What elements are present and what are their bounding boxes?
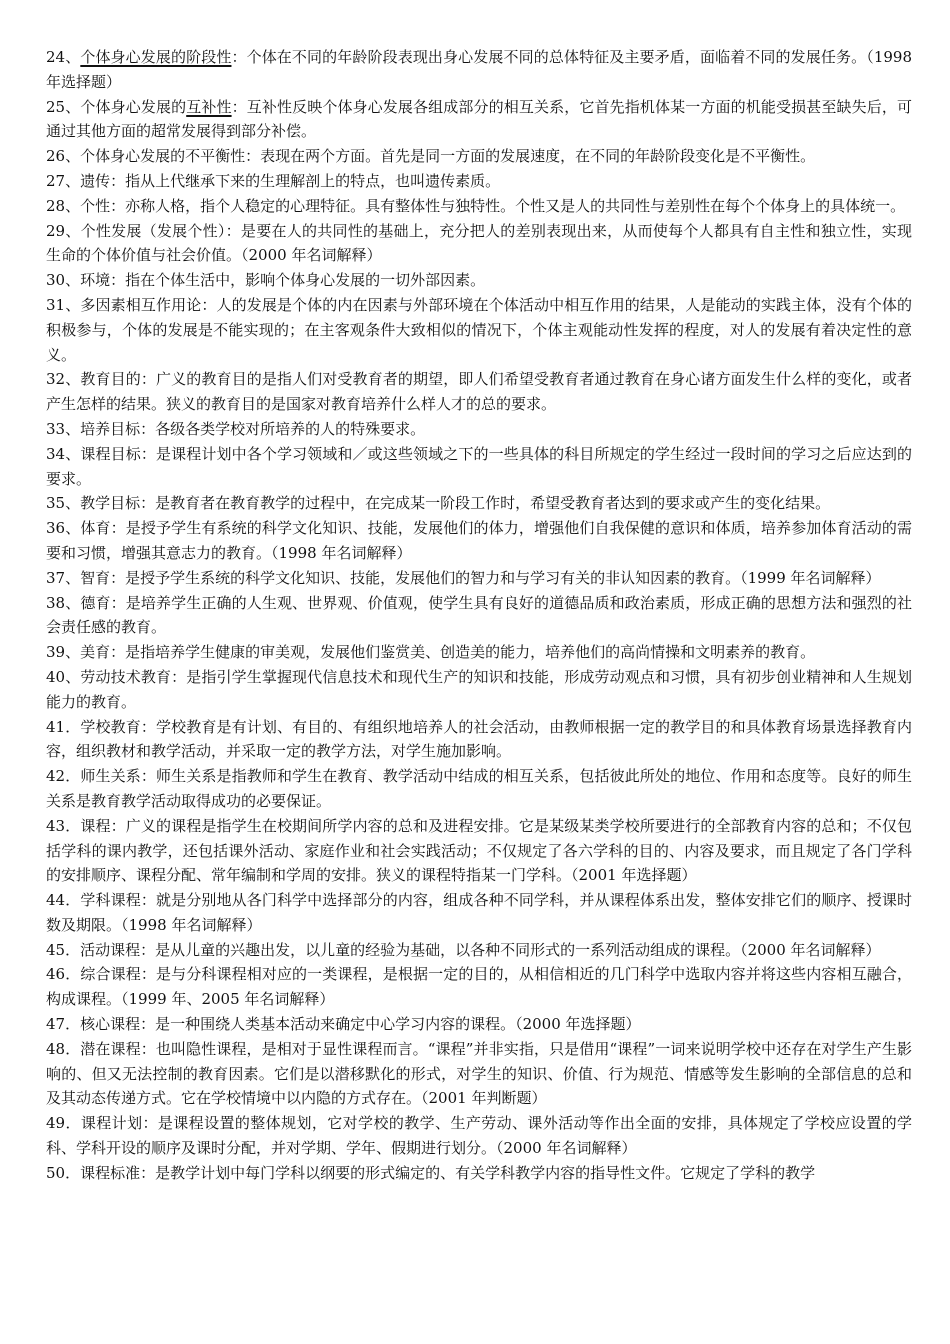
entry-29: 29、个性发展（发展个性）：是要在人的共同性的基础上，充分把人的差别表现出来，从而使每个人都具有自主性和独立性，实现生命的个体价值与社会价值。（2000 年名词解释）	[46, 221, 912, 265]
entry-43: 43．课程：广义的课程是指学生在校期间所学内容的总和及进程安排。它是某级某类学校所要进行的全部教育内容的总和；不仅包括学科的课内教学，还包括课外活动、家庭作业和社会实践活动；不仅规定了各六学科的目的、内容及要求，而且规定了各门学科的安排顺序、课程分配、常年编制和学周的安排。狭义的课程特指某一门学科。（2001 年选择题）	[46, 816, 912, 885]
entry-36: 36、体育：是授予学生有系统的科学文化知识、技能，发展他们的体力，增强他们自我保健的意识和体质，培养参加体育活动的需要和习惯，增强其意志力的教育。（1998 年名词解释）	[46, 519, 912, 562]
entry-25	[46, 95, 912, 145]
entry-41: 41．学校教育：学校教育是有计划、有目的、有组织地培养人的社会活动，由教师根据一定的教学目的和具体教育场景选择教育内容，组织教材和教学活动，并采取一定的教学方法，对学生施加影响。	[46, 717, 912, 761]
underlined-term: 互补性	[186, 97, 232, 116]
entry-28: 28、个性：亦称人格，指个人稳定的心理特征。具有整体性与独特性。个性又是人的共同性与差别性在每个个体身上的具体统一。	[46, 196, 906, 215]
entry-31: 31、多因素相互作用论：人的发展是个体的内在因素与外部环境在个体活动中相互作用的结果，人是能动的实践主体，没有个体的积极参与，个体的发展是不能实现的；在主客观条件大致相似的情况下，个体主观能动性发挥的程度，对人的发展有着决定性的意义。	[46, 295, 912, 364]
entry-number: 24、	[46, 48, 81, 66]
entry-47: 47．核心课程：是一种围绕人类基本活动来确定中心学习内容的课程。（2000 年选择题）	[46, 1015, 641, 1034]
entry-49: 49．课程计划：是课程设置的整体规划，它对学校的教学、生产劳动、课外活动等作出全面的安排，具体规定了学校应设置的学科、学科开设的顺序及课时分配，并对学期、学年、假期进行划分。（2000 年名词解释）	[46, 1114, 912, 1158]
underlined-term: 个体身心发展的阶段性	[80, 48, 232, 66]
entry-32: 32、教育目的：广义的教育目的是指人们对受教育者的期望，即人们希望受教育者通过教育在身心诸方面发生什么样的变化，或者产生怎样的结果。狭义的教育目的是国家对教育培养什么样人才的总的要求。	[46, 370, 912, 414]
entry-42: 42．师生关系：师生关系是指教师和学生在教育、教学活动中结成的相互关系，包括彼此所处的地位、作用和态度等。良好的师生关系是教育教学活动取得成功的必要保证。	[46, 767, 912, 810]
entry-38: 38、德育：是培养学生正确的人生观、世界观、价值观，使学生具有良好的道德品质和政治素质，形成正确的思想方法和强烈的社会责任感的教育。	[46, 593, 912, 637]
entry-40: 40、劳动技术教育：是指引学生掌握现代信息技术和现代生产的知识和技能，形成劳动观点和习惯，具有初步创业精神和人生规划能力的教育。	[46, 667, 912, 711]
entry-number: 25、个体身心发展的	[46, 97, 187, 116]
entry-46: 46．综合课程：是与分科课程相对应的一类课程，是根据一定的目的，从相信相近的几门科学中选取内容并将这些内容相互融合，构成课程。（1999 年、2005 年名词解释）	[46, 965, 912, 1009]
entry-30: 30、环境：指在个体生活中，影响个体身心发展的一切外部因素。	[46, 271, 486, 290]
entry-48: 48．潜在课程：也叫隐性课程，是相对于显性课程而言。“课程”并非实指，只是借用“课程”一词来说明学校中还存在对学生产生影响的、但又无法控制的教育因素。它们是以潜移默化的形式，对学生的知识、价值、行为规范、情感等发生影响的全部信息的总和及其动态传递方式。它在学校情境中以内隐的方式存在。（2001 年判断题）	[46, 1039, 912, 1108]
entry-text: ：个体在不同的年龄阶段表现出身心发展不同的总体特征及主要矛盾，面临着不同的发展任务。（1998 年选择题）	[46, 48, 912, 91]
entry-24	[46, 45, 912, 95]
entry-26: 26、个体身心发展的不平衡性：表现在两个方面。首先是同一方面的发展速度，在不同的年龄阶段变化是不平衡性。	[46, 147, 816, 166]
entry-37: 37、智育：是授予学生系统的科学文化知识、技能，发展他们的智力和与学习有关的非认知因素的教育。（1999 年名词解释）	[46, 568, 881, 587]
entry-text: ：互补性反映个体身心发展各组成部分的相互关系，它首先指机体某一方面的机能受损甚至缺失后，可通过其他方面的超常发展得到部分补偿。	[46, 97, 912, 141]
entry-35: 35、教学目标：是教育者在教育教学的过程中，在完成某一阶段工作时，希望受教育者达到的要求或产生的变化结果。	[46, 494, 831, 513]
entry-34: 34、课程目标：是课程计划中各个学习领域和／或这些领域之下的一些具体的科目所规定的学生经过一段时间的学习之后应达到的要求。	[46, 444, 912, 488]
entry-50: 50．课程标准：是教学计划中每门学科以纲要的形式编定的、有关学科教学内容的指导性文件。它规定了学科的教学	[46, 1163, 816, 1182]
entry-45: 45．活动课程：是从儿童的兴趣出发，以儿童的经验为基础，以各种不同形式的一系列活动组成的课程。（2000 年名词解释）	[46, 940, 881, 959]
entry-39: 39、美育：是指培养学生健康的审美观，发展他们鉴赏美、创造美的能力，培养他们的高尚情操和文明素养的教育。	[46, 643, 816, 662]
entry-33: 33、培养目标：各级各类学校对所培养的人的特殊要求。	[46, 419, 426, 438]
entry-44: 44．学科课程：就是分别地从各门科学中选择部分的内容，组成各种不同学科，并从课程体系出发，整体安排它们的顺序、授课时数及期限。（1998 年名词解释）	[46, 891, 912, 934]
entry-27: 27、遗传：指从上代继承下来的生理解剖上的特点，也叫遗传素质。	[46, 171, 501, 190]
